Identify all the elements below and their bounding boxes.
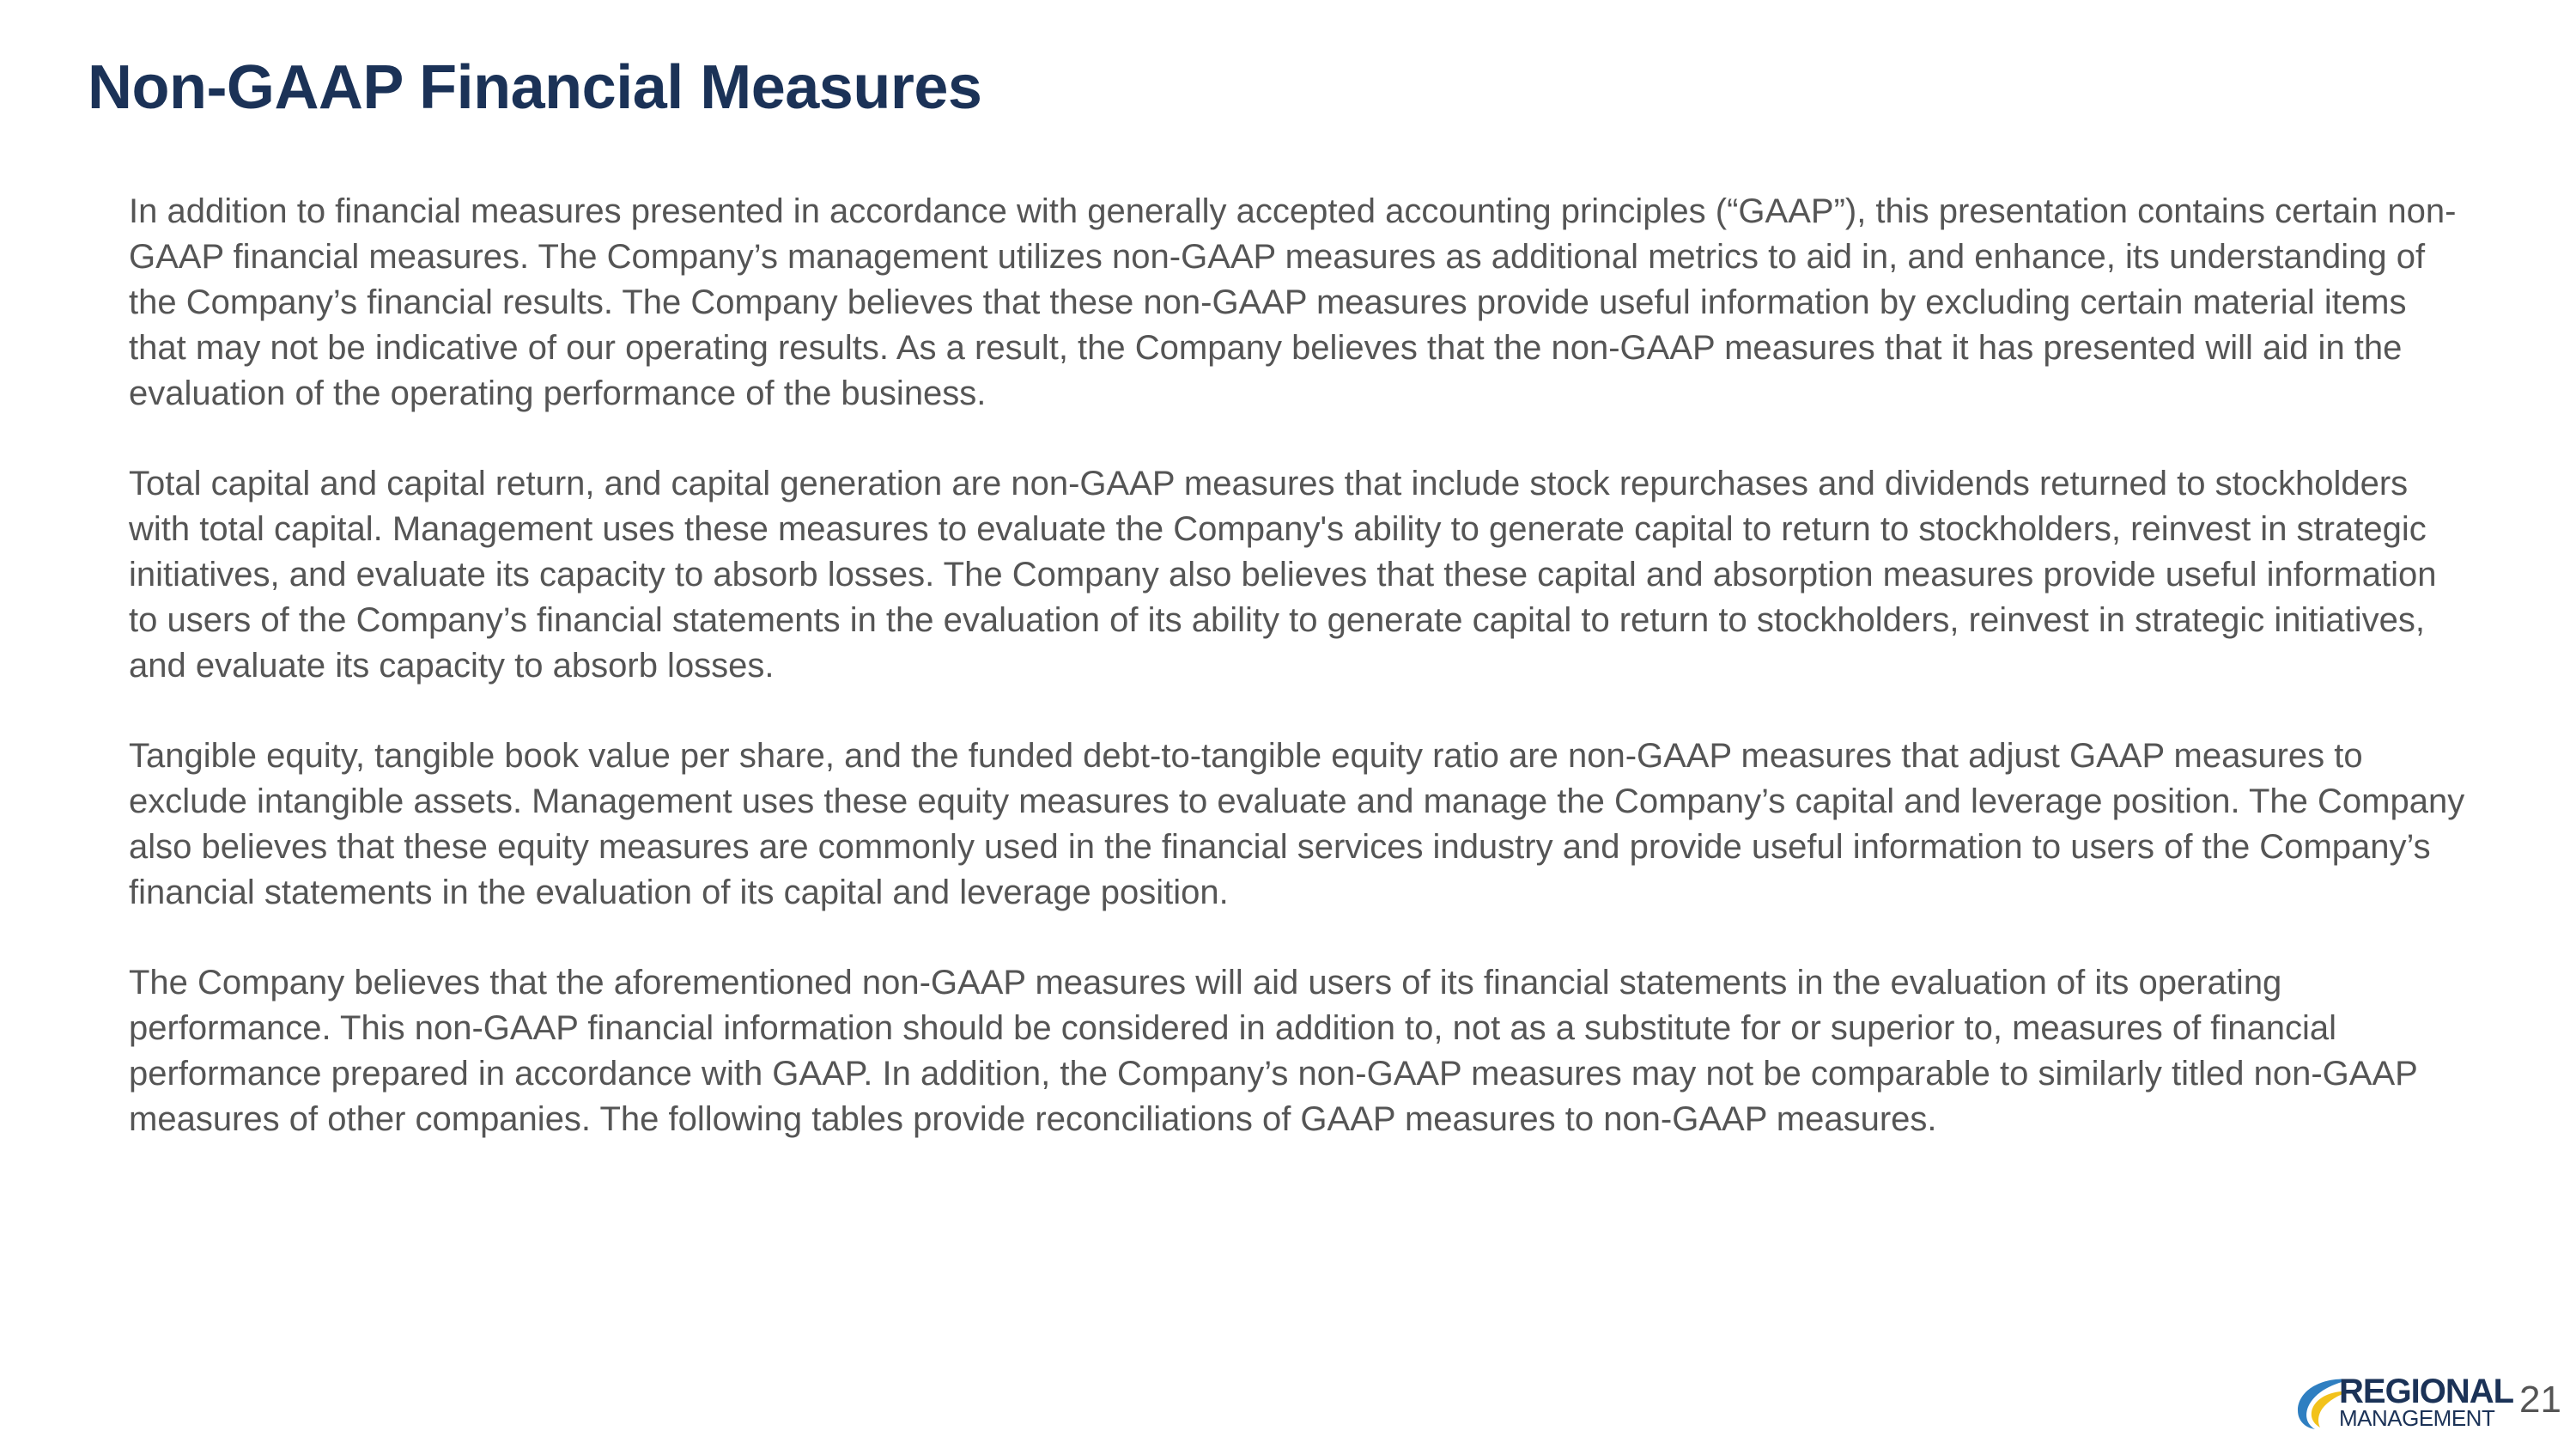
page-number: 21 bbox=[2519, 1379, 2561, 1421]
paragraph-conclusion: The Company believes that the aforementioned non-GAAP measures will aid users of its financial statements in the evaluation of its operating performance. This non-GAAP financial information should be considered in addition to, not as a substitute for or superior to, measures of financial performance prepared in accordance with GAAP. In addition, the Company’s non-GAAP measures may not be comparable to similarly titled non-GAAP measures of other companies. The following tables provide reconciliations of GAAP measures to non-GAAP measures. bbox=[129, 964, 2418, 1138]
logo-word-management: MANAGEMENT bbox=[2339, 1405, 2495, 1431]
paragraph-intro: In addition to financial measures presented in accordance with generally accepted accounting principles (“GAAP”), this presentation contains certain non-GAAP financial measures. The Company’s management utilizes non-GAAP measures as additional metrics to aid in, and enhance, its understanding of the Company’s financial results. The Company believes that these non-GAAP measures provide useful information by excluding certain material items that may not be indicative of our operating results. As a result, the Company believes that the non-GAAP measures that it has presented will aid in the evaluation of the operating performance of the business. bbox=[129, 192, 2457, 412]
paragraph-capital: Total capital and capital return, and capital generation are non-GAAP measures that include stock repurchases and dividends returned to stockholders with total capital. Management uses these measures to evaluate the Company's ability to generate capital to return to stockholders, reinvest in strategic initiatives, and evaluate its capacity to absorb losses. The Company also believes that these capital and absorption measures provide useful information to users of the Company’s financial statements in the evaluation of its ability to generate capital to return to stockholders, reinvest in strategic initiatives, and evaluate its capacity to absorb losses. bbox=[129, 465, 2437, 685]
company-logo bbox=[2294, 1373, 2514, 1431]
logo-word-regional: REGIONAL bbox=[2339, 1373, 2514, 1410]
slide-title: Non-GAAP Financial Measures bbox=[88, 53, 982, 122]
paragraph-tangible-equity: Tangible equity, tangible book value per share, and the funded debt-to-tangible equity ratio are non-GAAP measures that adjust GAAP measures to exclude intangible assets. Management uses these equity measures to evaluate and manage the Company’s capital and leverage position. The Company also believes that these equity measures are commonly used in the financial services industry and provide useful information to users of the Company’s financial statements in the evaluation of its capital and leverage position. bbox=[129, 737, 2465, 911]
logo-wordmark bbox=[2339, 1373, 2514, 1431]
body-text bbox=[129, 189, 2473, 1187]
